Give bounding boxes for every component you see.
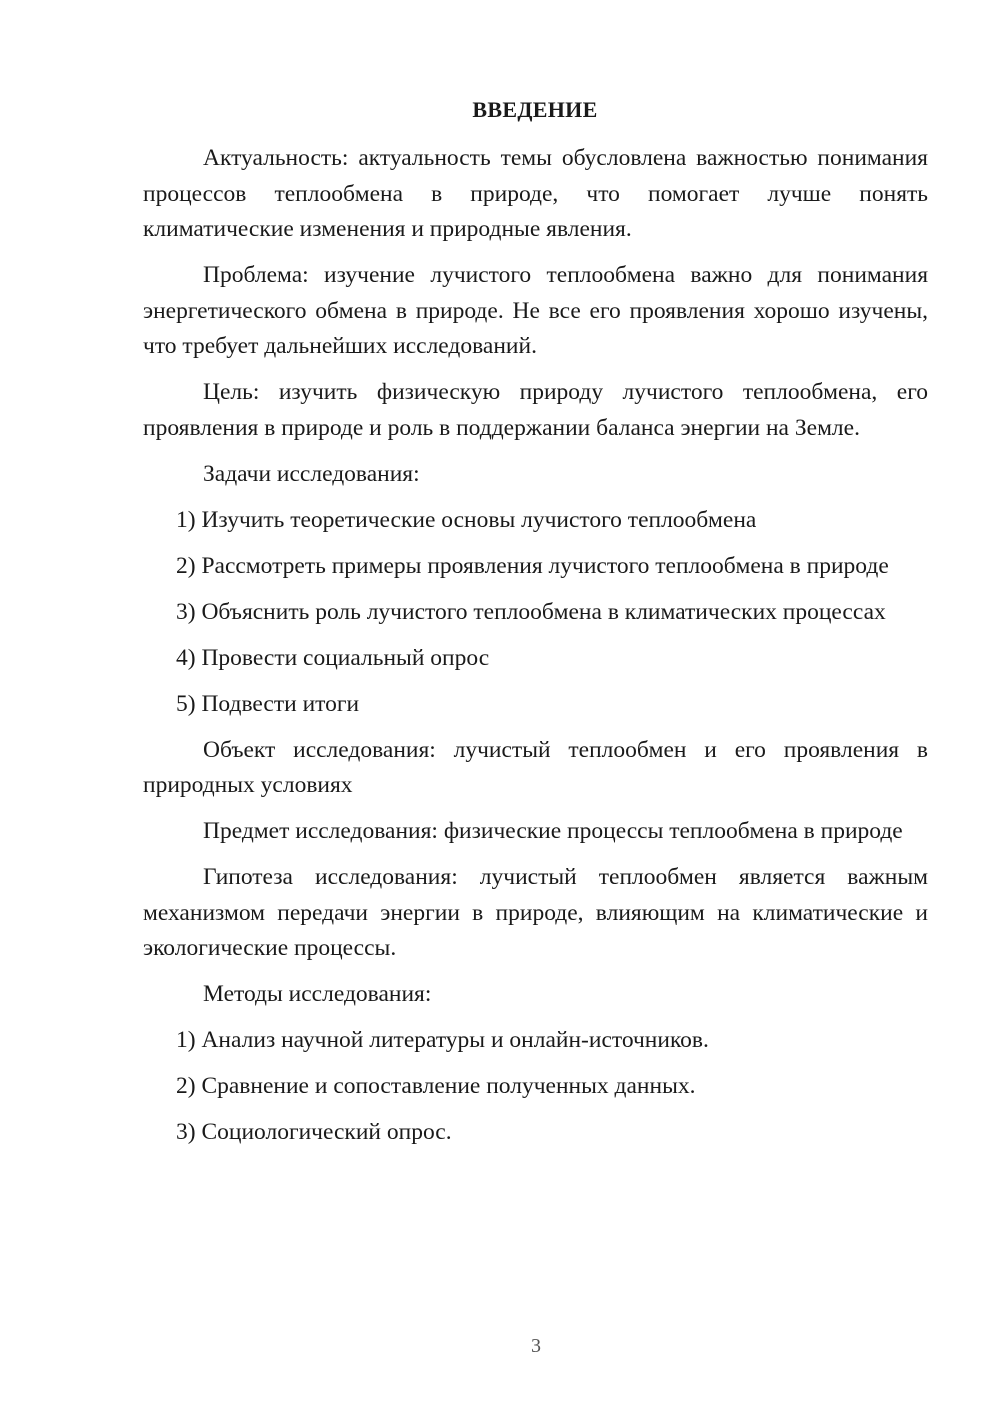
task-item-4: 4) Провести социальный опрос — [176, 644, 490, 671]
methods-heading: Методы исследования: — [203, 981, 432, 1007]
paragraph-relevance: Актуальность: актуальность темы обусловлена важностью понимания процессов теплообмена в природе, что помогает лучше понять климатические изменения и природные явления. — [143, 145, 928, 242]
tasks-heading: Задачи исследования: — [203, 460, 420, 487]
task-item-1: 1) Изучить теоретические основы лучистого теплообмена — [176, 506, 757, 533]
paragraph-problem: Проблема: изучение лучистого теплообмена важно для понимания энергетического обмена в природе. Не все его проявления хорошо изучены, что требует дальнейших исследований. — [143, 262, 928, 359]
paragraph-hypothesis: Гипотеза исследования: лучистый теплообмен является важным механизмом передачи энергии в природе, влияющим на климатические и экологические процессы. — [143, 864, 928, 961]
method-item-3: 3) Социологический опрос. — [176, 1119, 452, 1145]
task-item-5: 5) Подвести итоги — [176, 690, 360, 717]
method-item-2: 2) Сравнение и сопоставление полученных данных. — [176, 1073, 696, 1099]
paragraph-object: Объект исследования: лучистый теплообмен и его проявления в природных условиях — [143, 736, 928, 798]
page-title: ВВЕДЕНИЕ — [472, 97, 598, 122]
paragraph-goal: Цель: изучить физическую природу лучистого теплообмена, его проявления в природе и роль в поддержании баланса энергии на Земле. — [143, 379, 928, 441]
paragraph-subject: Предмет исследования: физические процессы теплообмена в природе — [203, 818, 903, 844]
task-item-3: 3) Объяснить роль лучистого теплообмена в климатических процессах — [176, 598, 886, 625]
document-body — [143, 141, 928, 1161]
method-item-1: 1) Анализ научной литературы и онлайн-источников. — [176, 1027, 709, 1053]
task-item-2: 2) Рассмотреть примеры проявления лучистого теплообмена в природе — [176, 552, 889, 579]
page-number: 3 — [531, 1335, 541, 1357]
